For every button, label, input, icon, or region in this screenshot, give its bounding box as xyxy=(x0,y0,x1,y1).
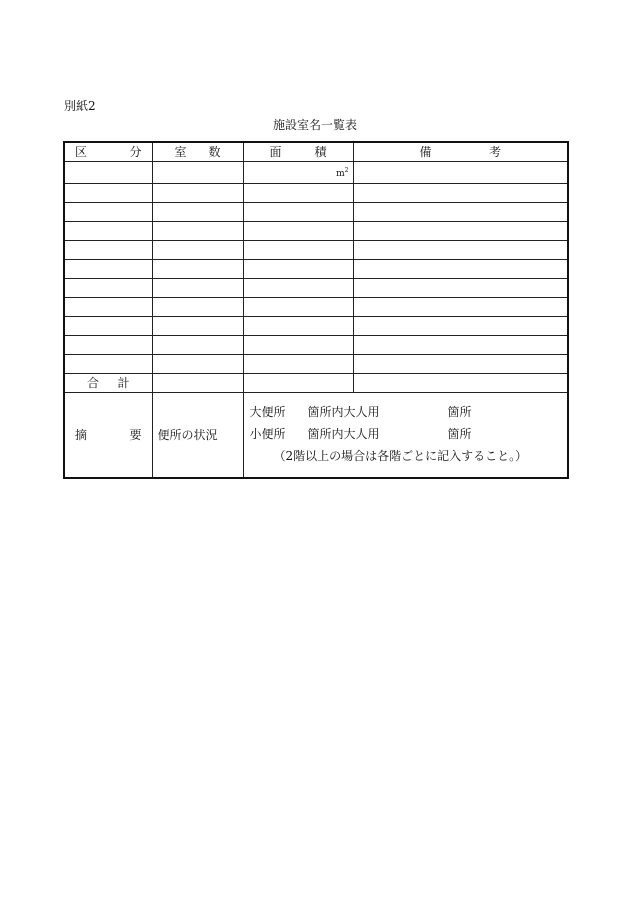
header-remarks-char-1: 備 xyxy=(419,145,432,159)
toilet-count-large: 箇所内大人用 xyxy=(307,405,380,419)
area-unit-exponent: 2 xyxy=(344,167,349,174)
facility-room-table xyxy=(63,141,569,479)
kubun-cell[interactable] xyxy=(64,184,152,203)
room-count-cell[interactable] xyxy=(152,260,243,279)
area-cell[interactable] xyxy=(243,184,353,203)
remarks-cell[interactable] xyxy=(353,355,568,374)
room-count-cell[interactable] xyxy=(152,203,243,222)
header-remarks-char-2: 考 xyxy=(488,145,501,159)
table-row xyxy=(64,317,568,336)
header-area-char-1: 面 xyxy=(269,145,282,159)
total-remarks-cell[interactable] xyxy=(353,374,568,393)
kubun-cell[interactable] xyxy=(64,241,152,260)
area-cell[interactable] xyxy=(243,298,353,317)
header-remarks xyxy=(353,142,568,162)
kubun-cell[interactable] xyxy=(64,355,152,374)
room-count-cell[interactable] xyxy=(152,222,243,241)
room-count-cell[interactable] xyxy=(152,184,243,203)
toilet-detail-cell[interactable] xyxy=(243,393,568,479)
total-area-cell[interactable] xyxy=(243,374,353,393)
table-row xyxy=(64,260,568,279)
toilet-line-small xyxy=(250,423,564,445)
toilet-unit-small: 箇所 xyxy=(447,427,472,441)
table-row xyxy=(64,222,568,241)
header-kubun-char-2: 分 xyxy=(129,145,142,159)
kubun-cell[interactable] xyxy=(64,260,152,279)
header-kubun xyxy=(64,142,152,162)
remarks-cell[interactable] xyxy=(353,317,568,336)
summary-label-char-1: 摘 xyxy=(75,428,88,442)
table-row xyxy=(64,336,568,355)
summary-row xyxy=(64,393,568,479)
remarks-cell[interactable] xyxy=(353,336,568,355)
table-row xyxy=(64,162,568,184)
area-cell[interactable] xyxy=(243,336,353,355)
table-row xyxy=(64,279,568,298)
kubun-cell[interactable] xyxy=(64,279,152,298)
total-label-cell xyxy=(64,374,152,393)
summary-label-char-2: 要 xyxy=(129,428,142,442)
toilet-unit-large: 箇所 xyxy=(447,405,472,419)
area-cell[interactable] xyxy=(243,279,353,298)
remarks-cell[interactable] xyxy=(353,298,568,317)
kubun-cell[interactable] xyxy=(64,317,152,336)
area-unit: m xyxy=(336,169,345,179)
kubun-cell[interactable] xyxy=(64,336,152,355)
kubun-cell[interactable] xyxy=(64,162,152,184)
area-cell[interactable] xyxy=(243,162,353,184)
area-cell[interactable] xyxy=(243,317,353,336)
area-cell[interactable] xyxy=(243,355,353,374)
remarks-cell[interactable] xyxy=(353,260,568,279)
room-count-cell[interactable] xyxy=(152,355,243,374)
room-count-cell[interactable] xyxy=(152,336,243,355)
kubun-cell[interactable] xyxy=(64,298,152,317)
remarks-cell[interactable] xyxy=(353,222,568,241)
total-label-char-2: 計 xyxy=(117,376,130,390)
remarks-cell[interactable] xyxy=(353,241,568,260)
area-cell[interactable] xyxy=(243,222,353,241)
total-room-count-cell[interactable] xyxy=(152,374,243,393)
header-kubun-char-1: 区 xyxy=(75,145,88,159)
room-count-cell[interactable] xyxy=(152,241,243,260)
header-area-char-2: 積 xyxy=(314,145,327,159)
remarks-cell[interactable] xyxy=(353,203,568,222)
toilet-count-small: 箇所内大人用 xyxy=(307,427,380,441)
summary-label-cell xyxy=(64,393,152,479)
area-cell[interactable] xyxy=(243,203,353,222)
header-area xyxy=(243,142,353,162)
table-row xyxy=(64,184,568,203)
table-row xyxy=(64,298,568,317)
toilet-kind-small: 小便所 xyxy=(249,427,286,441)
toilet-status-label: 便所の状況 xyxy=(152,393,243,479)
kubun-cell[interactable] xyxy=(64,203,152,222)
attachment-label: 別紙2 xyxy=(64,99,96,113)
toilet-line-large xyxy=(250,401,564,423)
room-count-cell[interactable] xyxy=(152,279,243,298)
room-count-cell[interactable] xyxy=(152,317,243,336)
header-room-count xyxy=(152,142,243,162)
table-row xyxy=(64,241,568,260)
remarks-cell[interactable] xyxy=(353,162,568,184)
total-row xyxy=(64,374,568,393)
room-count-cell[interactable] xyxy=(152,162,243,184)
area-cell[interactable] xyxy=(243,260,353,279)
area-cell[interactable] xyxy=(243,241,353,260)
remarks-cell[interactable] xyxy=(353,184,568,203)
toilet-kind-large: 大便所 xyxy=(249,405,286,419)
room-count-cell[interactable] xyxy=(152,298,243,317)
table-row xyxy=(64,355,568,374)
kubun-cell[interactable] xyxy=(64,222,152,241)
remarks-cell[interactable] xyxy=(353,279,568,298)
toilet-note: （2階以上の場合は各階ごとに記入すること。） xyxy=(273,449,528,463)
document-title: 施設室名一覧表 xyxy=(272,118,357,132)
table-header-row xyxy=(64,142,568,162)
header-room-count-char-1: 室 xyxy=(174,145,187,159)
total-label-char-1: 合 xyxy=(87,376,100,390)
table-row xyxy=(64,203,568,222)
header-room-count-char-2: 数 xyxy=(208,145,221,159)
